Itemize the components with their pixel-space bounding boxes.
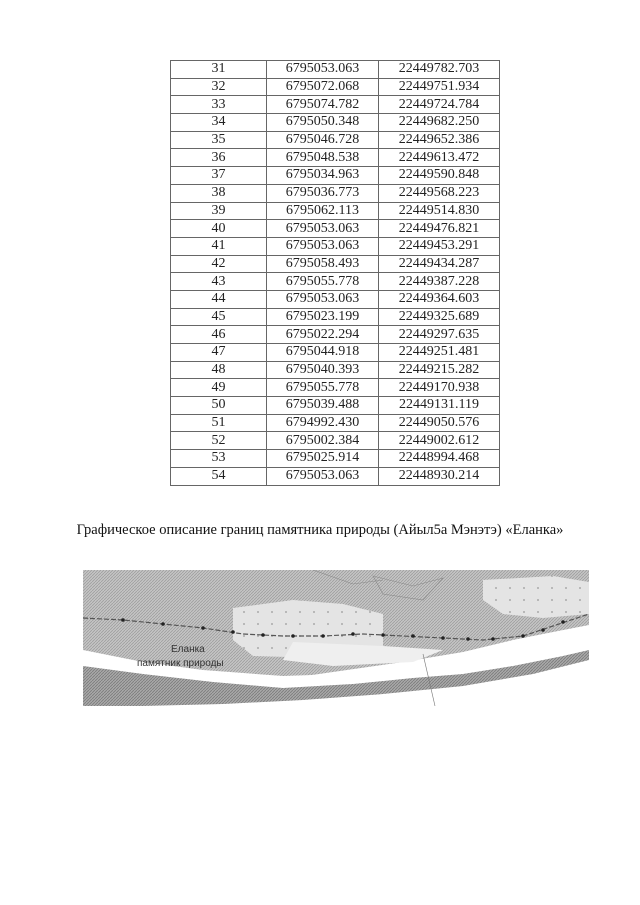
point-number-cell: 41	[171, 237, 267, 255]
table-row	[171, 237, 500, 255]
y-coordinate-cell: 22449434.287	[379, 255, 500, 273]
point-number-cell: 44	[171, 290, 267, 308]
boundary-map	[83, 570, 589, 706]
table-row	[171, 344, 500, 362]
table-row	[171, 361, 500, 379]
x-coordinate-cell: 6795055.778	[267, 379, 379, 397]
y-coordinate-cell: 22449724.784	[379, 96, 500, 114]
x-coordinate-cell: 6795053.063	[267, 61, 379, 79]
point-number-cell: 48	[171, 361, 267, 379]
x-coordinate-cell: 6795053.063	[267, 467, 379, 485]
x-coordinate-cell: 6795034.963	[267, 167, 379, 185]
point-number-cell: 36	[171, 149, 267, 167]
y-coordinate-cell: 22449297.635	[379, 326, 500, 344]
table-row	[171, 184, 500, 202]
point-number-cell: 43	[171, 273, 267, 291]
y-coordinate-cell: 22449453.291	[379, 237, 500, 255]
y-coordinate-cell: 22449131.119	[379, 397, 500, 415]
table-row	[171, 397, 500, 415]
table-row	[171, 414, 500, 432]
y-coordinate-cell: 22449170.938	[379, 379, 500, 397]
x-coordinate-cell: 6795053.063	[267, 237, 379, 255]
map-label-name: Еланка	[171, 644, 205, 655]
y-coordinate-cell: 22449613.472	[379, 149, 500, 167]
x-coordinate-cell: 6795053.063	[267, 220, 379, 238]
point-number-cell: 51	[171, 414, 267, 432]
x-coordinate-cell: 6795036.773	[267, 184, 379, 202]
point-number-cell: 45	[171, 308, 267, 326]
y-coordinate-cell: 22449652.386	[379, 131, 500, 149]
table-row	[171, 290, 500, 308]
point-number-cell: 50	[171, 397, 267, 415]
y-coordinate-cell: 22449590.848	[379, 167, 500, 185]
table-row	[171, 96, 500, 114]
point-number-cell: 33	[171, 96, 267, 114]
point-number-cell: 46	[171, 326, 267, 344]
table-row	[171, 467, 500, 485]
y-coordinate-cell: 22449387.228	[379, 273, 500, 291]
table-row	[171, 273, 500, 291]
x-coordinate-cell: 6795048.538	[267, 149, 379, 167]
point-number-cell: 38	[171, 184, 267, 202]
y-coordinate-cell: 22449568.223	[379, 184, 500, 202]
y-coordinate-cell: 22449782.703	[379, 61, 500, 79]
y-coordinate-cell: 22449325.689	[379, 308, 500, 326]
point-number-cell: 35	[171, 131, 267, 149]
coordinates-table-body	[171, 61, 500, 486]
x-coordinate-cell: 6795074.782	[267, 96, 379, 114]
x-coordinate-cell: 6795044.918	[267, 344, 379, 362]
y-coordinate-cell: 22449364.603	[379, 290, 500, 308]
x-coordinate-cell: 6795040.393	[267, 361, 379, 379]
x-coordinate-cell: 6795023.199	[267, 308, 379, 326]
map-caption: Графическое описание границ памятника природы (Айыл5а Мэнэтэ) «Еланка»	[76, 522, 564, 538]
x-coordinate-cell: 6795002.384	[267, 432, 379, 450]
y-coordinate-cell: 22449476.821	[379, 220, 500, 238]
x-coordinate-cell: 6795058.493	[267, 255, 379, 273]
x-coordinate-cell: 6795072.068	[267, 78, 379, 96]
x-coordinate-cell: 6795053.063	[267, 290, 379, 308]
y-coordinate-cell: 22449215.282	[379, 361, 500, 379]
point-number-cell: 42	[171, 255, 267, 273]
table-row	[171, 202, 500, 220]
point-number-cell: 53	[171, 450, 267, 468]
point-number-cell: 32	[171, 78, 267, 96]
y-coordinate-cell: 22449751.934	[379, 78, 500, 96]
table-row	[171, 220, 500, 238]
x-coordinate-cell: 6795055.778	[267, 273, 379, 291]
x-coordinate-cell: 6794992.430	[267, 414, 379, 432]
y-coordinate-cell: 22448994.468	[379, 450, 500, 468]
table-row	[171, 167, 500, 185]
y-coordinate-cell: 22449682.250	[379, 114, 500, 132]
y-coordinate-cell: 22449251.481	[379, 344, 500, 362]
point-number-cell: 49	[171, 379, 267, 397]
map-graphic	[83, 570, 589, 706]
y-coordinate-cell: 22449514.830	[379, 202, 500, 220]
table-row	[171, 61, 500, 79]
map-label-type: памятник природы	[137, 658, 224, 669]
table-row	[171, 379, 500, 397]
x-coordinate-cell: 6795039.488	[267, 397, 379, 415]
x-coordinate-cell: 6795062.113	[267, 202, 379, 220]
table-row	[171, 114, 500, 132]
table-row	[171, 432, 500, 450]
x-coordinate-cell: 6795022.294	[267, 326, 379, 344]
y-coordinate-cell: 22448930.214	[379, 467, 500, 485]
table-row	[171, 326, 500, 344]
table-row	[171, 450, 500, 468]
table-row	[171, 149, 500, 167]
table-row	[171, 308, 500, 326]
table-row	[171, 131, 500, 149]
point-number-cell: 52	[171, 432, 267, 450]
point-number-cell: 37	[171, 167, 267, 185]
point-number-cell: 54	[171, 467, 267, 485]
table-row	[171, 255, 500, 273]
y-coordinate-cell: 22449002.612	[379, 432, 500, 450]
y-coordinate-cell: 22449050.576	[379, 414, 500, 432]
coordinates-table	[170, 60, 500, 486]
point-number-cell: 47	[171, 344, 267, 362]
x-coordinate-cell: 6795025.914	[267, 450, 379, 468]
x-coordinate-cell: 6795046.728	[267, 131, 379, 149]
table-row	[171, 78, 500, 96]
point-number-cell: 40	[171, 220, 267, 238]
point-number-cell: 31	[171, 61, 267, 79]
point-number-cell: 39	[171, 202, 267, 220]
x-coordinate-cell: 6795050.348	[267, 114, 379, 132]
point-number-cell: 34	[171, 114, 267, 132]
